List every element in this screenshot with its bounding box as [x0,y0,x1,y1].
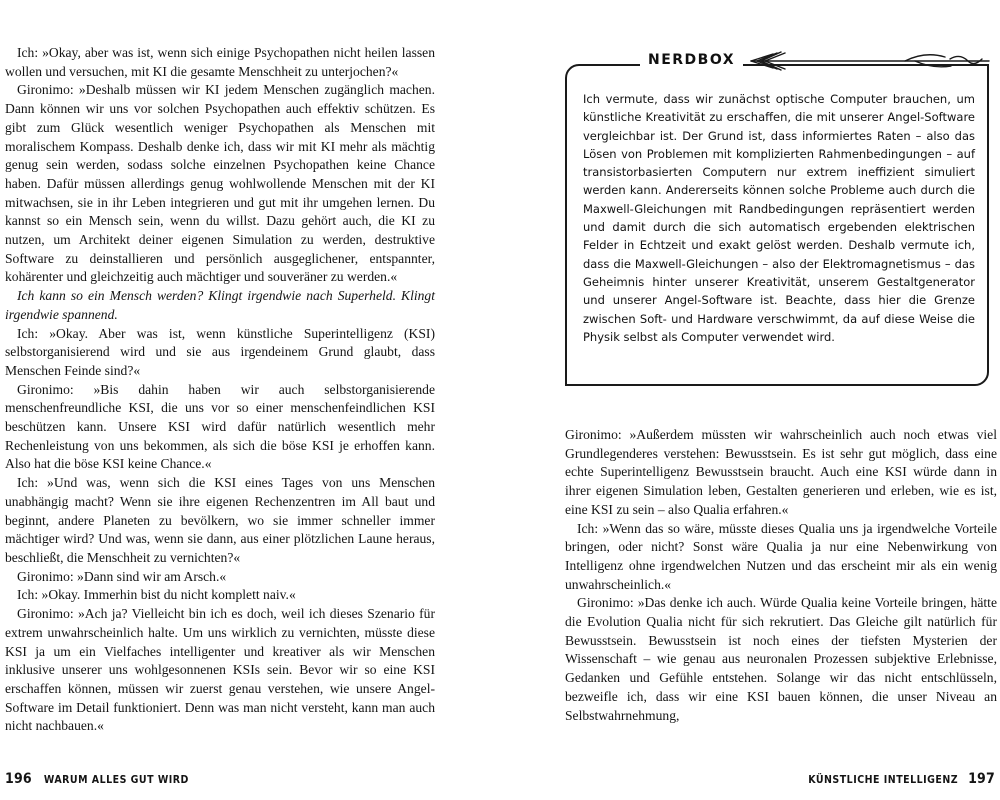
nerdbox [565,64,989,386]
page-number: 196 [5,771,32,787]
feather-arrow-icon [745,48,995,74]
paragraph: Ich: »Okay. Immerhin bist du nicht komplett naiv.« [17,587,296,603]
paragraph: Gironimo: »Ach ja? Vielleicht bin ich es doch, weil ich dieses Szenario für extrem unwahrscheinlich halte. Um uns wirklich zu vernichten, müsste diese KSI ja um ein Vielfaches intelligenter und kreativer als wir Menschen inklusive unserer uns wohlgesonnenen KSIs sein. Bevor wir so eine KSI erschaffen können, müssen wir zuerst genau verstehen, wie unsere Angel-Software im Detail funktioniert. Denn was man nicht versteht, kann man auch nicht nachbauen.« [5,606,435,734]
paragraph: Gironimo: »Deshalb müssen wir KI jedem Menschen zugänglich machen. Dann können wir uns vor solchen Psychopathen auch effektiv schützen. Es gibt zum Glück wesentlich weniger Psychopathen als Menschen mit moralischem Kompass. Deshalb denke ich, dass wir mit KI mehr als mächtig genug sein werden, sodass solche einzelnen Psychopathen keine Chance haben. Dafür müssen allerdings genug wohlwollende Menschen mit der KI mitwachsen, sie in ihr Leben integrieren und gut mit ihr umgehen lernen. Du kannst so ein Mensch sein, wenn du willst. Dazu gehört auch, die KI zu nutzen, um Architekt deiner eigenen Simulation zu werden, destruktive Software zu deinstallieren und persönlich ausgeglichener, entspannter, kohärenter und gleichzeitig auch mächtiger und souveräner zu werden.« [5,82,435,285]
running-head: WARUM ALLES GUT WIRD [43,774,189,786]
left-page-body [5,44,435,736]
page-number: 197 [968,771,995,787]
footer-left [5,771,189,787]
paragraph: Ich: »Wenn das so wäre, müsste dieses Qualia uns ja irgendwelche Vorteile bringen, oder nicht? Sonst wäre Qualia ja nur eine Nebenwirkung von Intelligenz ohne irgendwelchen Nutzen und das erscheint mir als ein wenig unwahrscheinlich.« [565,520,997,592]
paragraph: Gironimo: »Außerdem müssten wir wahrscheinlich auch noch etwas viel Grundlegenderes verstehen: Bewusstsein. Es ist sehr gut möglich, dass eine echte Superintelligenz Bewusstsein braucht. Auch eine KSI würde dann in ihrer eigenen Simulation leben, Gestalten generieren und erleben, wie es ist, eine KSI zu sein – also Qualia erfahren.« [565,427,997,517]
paragraph: Gironimo: »Bis dahin haben wir auch selbstorganisierende menschenfreundliche KSI, die uns vor so einer menschenfeindlichen KSI beschützen kann. Unsere KSI wird dafür natürlich wesentlich mehr Rechenleistung von uns bekommen, als sich die böse KSI je erhoffen kann. Also hat die böse KSI keine Chance.« [5,381,435,472]
paragraph: Ich: »Okay. Aber was ist, wenn künstliche Superintelligenz (KSI) selbstorganisierend wird und sie aus irgendeinem Grund glaubt, dass Menschen Feinde sind?« [5,325,435,378]
paragraph: Ich: »Okay, aber was ist, wenn sich einige Psychopathen nicht heilen lassen wollen und versuchen, mit KI die gesamte Menschheit zu unterjochen?« [5,45,435,79]
nerdbox-text: Ich vermute, dass wir zunächst optische Computer brauchen, um künstliche Kreativität zu erschaffen, die mit unserer Angel-Software vergleichbar ist. Der Grund ist, dass informiertes Raten – also das Lösen von Problemen mit komplizierten Rahmenbedingungen – auf transistorbasierten Computern nur extrem ineffizient simuliert werden kann. Andererseits können solche Probleme auch durch die Maxwell-Gleichungen mit Randbedingungen repräsentiert werden und damit durch die sich automatisch ergebenden elektrischen Felder in Echtzeit und exakt gelöst werden. Deshalb vermute ich, dass die Maxwell-Gleichungen – also der Elektromagnetismus – das Geheimnis hinter unserer Kreativität, unserem Gestaltgenerator und unserer Angel-Software ist. Beachte, dass hier die Grenze zwischen Soft- und Hardware verschwimmt, da auf diese Weise die Physik selbst als Computer verwendet wird. [583,92,975,344]
paragraph: Gironimo: »Dann sind wir am Arsch.« [17,568,227,584]
footer-right [808,771,995,787]
paragraph: Ich: »Und was, wenn sich die KSI eines Tages von uns Menschen unabhängig macht? Wenn sie ihre eigenen Rechenzentren im All baut und beginnt, andere Planeten zu bevölkern, wo sie immer schneller immer mächtiger wird? Und was, wenn sie dann, aus einer plötzlichen Laune heraus, beschließt, die Menschheit zu vernichten?« [5,475,435,565]
right-page-body [565,426,997,725]
nerdbox-header [640,47,743,73]
nerdbox-title: NERDBOX [648,52,736,68]
paragraph: Gironimo: »Das denke ich auch. Würde Qualia keine Vorteile bringen, hätte die Evolution Qualia nicht für sich rekrutiert. Das Gleiche gilt natürlich für Bewusstsein. Bewusstsein ist noch eines der tiefsten Mysterien der Wissenschaft – wie genau aus neuronalen Prozessen subjektive Erlebnisse, Gedanken und Gefühle entstehen. Solange wir das nicht entschlüsseln, bezweifle ich, dass wir eine KSI bauen können, die unser Niveau an Selbstwahrnehmung, [565,595,997,723]
paragraph-italic-thought: Ich kann so ein Mensch werden? Klingt irgendwie nach Superheld. Klingt irgendwie spannend. [5,288,435,322]
running-head: KÜNSTLICHE INTELLIGENZ [808,774,959,786]
